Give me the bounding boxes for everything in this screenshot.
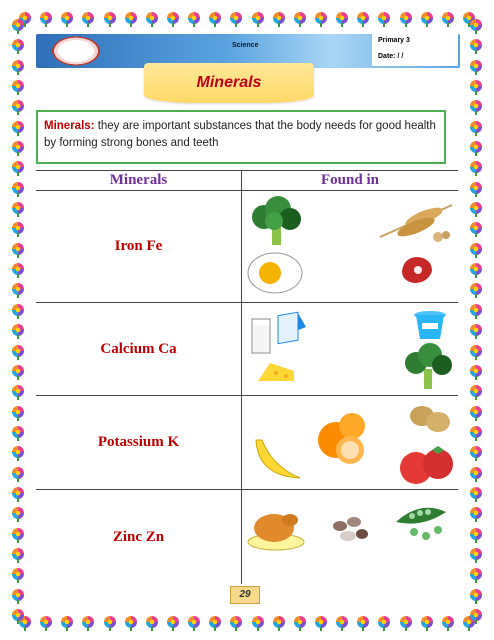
flower-icon xyxy=(469,99,483,113)
flower-icon xyxy=(11,323,25,337)
header-found-in: Found in xyxy=(242,171,459,191)
table-row xyxy=(36,191,458,303)
flower-icon xyxy=(39,11,53,25)
flower-icon xyxy=(469,18,483,32)
flower-icon xyxy=(39,615,53,629)
broccoli-icon xyxy=(246,195,306,247)
flower-icon xyxy=(469,160,483,174)
flower-icon xyxy=(469,608,483,622)
flower-icon xyxy=(469,79,483,93)
flower-icon xyxy=(469,344,483,358)
flower-icon xyxy=(145,615,159,629)
flower-icon xyxy=(11,344,25,358)
flower-icon xyxy=(469,527,483,541)
flower-icon xyxy=(377,615,391,629)
flower-icon xyxy=(469,140,483,154)
flower-icon xyxy=(469,38,483,52)
flower-icon xyxy=(103,615,117,629)
flower-icon xyxy=(377,11,391,25)
flower-icon xyxy=(103,11,117,25)
flower-icon xyxy=(11,99,25,113)
flower-icon xyxy=(81,615,95,629)
flower-icon xyxy=(166,11,180,25)
flower-icon xyxy=(469,242,483,256)
flower-icon xyxy=(469,282,483,296)
flower-icon xyxy=(469,588,483,602)
food-cell xyxy=(242,490,459,585)
flower-icon xyxy=(11,282,25,296)
flower-icon xyxy=(469,323,483,337)
orange-icon xyxy=(314,410,370,468)
flower-icon xyxy=(60,11,74,25)
table-row xyxy=(36,490,458,585)
flower-icon xyxy=(166,615,180,629)
flower-icon xyxy=(229,615,243,629)
flower-icon xyxy=(11,160,25,174)
flower-icon xyxy=(420,615,434,629)
flower-icon xyxy=(11,79,25,93)
date-label: Date: / / xyxy=(372,50,458,66)
flower-icon xyxy=(11,608,25,622)
definition-text: they are important substances that the body needs for good health by forming strong bones and teeth xyxy=(44,120,436,149)
flower-icon xyxy=(356,615,370,629)
flower-icon xyxy=(469,364,483,378)
flower-icon xyxy=(187,615,201,629)
flower-icon xyxy=(11,262,25,276)
flower-icon xyxy=(469,547,483,561)
flower-icon xyxy=(11,567,25,581)
flower-icon xyxy=(335,11,349,25)
flower-icon xyxy=(469,201,483,215)
mineral-name: Calcium Ca xyxy=(36,303,242,396)
flower-icon xyxy=(11,18,25,32)
flower-icon xyxy=(11,486,25,500)
flower-icon xyxy=(11,466,25,480)
flower-icon xyxy=(469,120,483,134)
flower-icon xyxy=(11,303,25,317)
flower-icon xyxy=(469,181,483,195)
flower-icon xyxy=(469,262,483,276)
boiled-egg-icon xyxy=(246,251,304,295)
flower-icon xyxy=(187,11,201,25)
flower-icon xyxy=(11,140,25,154)
cheese-icon xyxy=(256,361,296,385)
flower-icon xyxy=(11,221,25,235)
flower-icon xyxy=(60,615,74,629)
red-meat-icon xyxy=(398,253,436,287)
header-minerals: Minerals xyxy=(36,171,242,191)
flower-icon xyxy=(208,615,222,629)
flower-icon xyxy=(11,120,25,134)
definition-box xyxy=(36,110,446,164)
flower-icon xyxy=(399,615,413,629)
flower-border-bottom xyxy=(18,610,476,634)
flower-icon xyxy=(251,615,265,629)
table-header-row xyxy=(36,171,458,191)
flower-icon xyxy=(11,38,25,52)
minerals-table xyxy=(36,170,458,584)
flower-icon xyxy=(11,588,25,602)
flower-icon xyxy=(11,506,25,520)
flower-icon xyxy=(251,11,265,25)
flower-icon xyxy=(11,59,25,73)
flower-icon xyxy=(469,425,483,439)
flower-icon xyxy=(314,615,328,629)
flower-icon xyxy=(272,615,286,629)
food-cell xyxy=(242,303,459,396)
flower-icon xyxy=(335,615,349,629)
flower-icon xyxy=(469,506,483,520)
flower-icon xyxy=(420,11,434,25)
grade-label: Primary 3 xyxy=(372,34,458,50)
flower-icon xyxy=(229,11,243,25)
flower-icon xyxy=(356,11,370,25)
flower-icon xyxy=(11,181,25,195)
flower-icon xyxy=(145,11,159,25)
flower-icon xyxy=(11,425,25,439)
table-row xyxy=(36,303,458,396)
flower-icon xyxy=(272,11,286,25)
definition-term: Minerals: xyxy=(44,120,95,132)
flower-icon xyxy=(11,527,25,541)
flower-icon xyxy=(469,59,483,73)
table-row xyxy=(36,396,458,490)
flower-icon xyxy=(11,547,25,561)
flower-icon xyxy=(469,384,483,398)
flower-icon xyxy=(469,445,483,459)
flower-icon xyxy=(11,242,25,256)
mineral-name: Potassium K xyxy=(36,396,242,490)
flower-icon xyxy=(293,615,307,629)
school-logo-icon xyxy=(48,34,104,68)
flower-icon xyxy=(81,11,95,25)
flower-border-right xyxy=(464,18,488,622)
food-cell xyxy=(242,191,459,303)
subject-label: Science xyxy=(232,42,259,49)
flower-icon xyxy=(469,405,483,419)
flower-icon xyxy=(293,11,307,25)
flower-icon xyxy=(469,466,483,480)
flower-icon xyxy=(469,486,483,500)
banana-icon xyxy=(252,436,304,484)
flower-icon xyxy=(399,11,413,25)
food-cell xyxy=(242,396,459,490)
flower-icon xyxy=(208,11,222,25)
tomato-icon xyxy=(398,442,456,486)
flower-icon xyxy=(11,445,25,459)
flower-icon xyxy=(11,405,25,419)
flower-icon xyxy=(11,364,25,378)
page-number: 29 xyxy=(230,586,260,604)
flower-icon xyxy=(469,567,483,581)
flower-icon xyxy=(469,221,483,235)
roast-chicken-icon xyxy=(244,504,306,552)
flower-icon xyxy=(441,11,455,25)
flower-icon xyxy=(11,201,25,215)
flower-icon xyxy=(124,615,138,629)
milk-icon xyxy=(248,309,308,357)
flower-icon xyxy=(124,11,138,25)
flower-icon xyxy=(441,615,455,629)
flower-icon xyxy=(314,11,328,25)
nuts-icon xyxy=(330,512,374,546)
potato-icon xyxy=(408,400,452,438)
flower-border-top xyxy=(18,6,476,30)
peas-icon xyxy=(392,498,450,544)
broccoli-icon xyxy=(400,341,456,391)
wheat-icon xyxy=(376,197,456,243)
flower-icon xyxy=(469,303,483,317)
flower-icon xyxy=(11,384,25,398)
mineral-name: Zinc Zn xyxy=(36,490,242,585)
flower-border-left xyxy=(6,18,30,622)
page-title: Minerals xyxy=(196,74,262,91)
mineral-name: Iron Fe xyxy=(36,191,242,303)
yogurt-icon xyxy=(412,309,448,341)
